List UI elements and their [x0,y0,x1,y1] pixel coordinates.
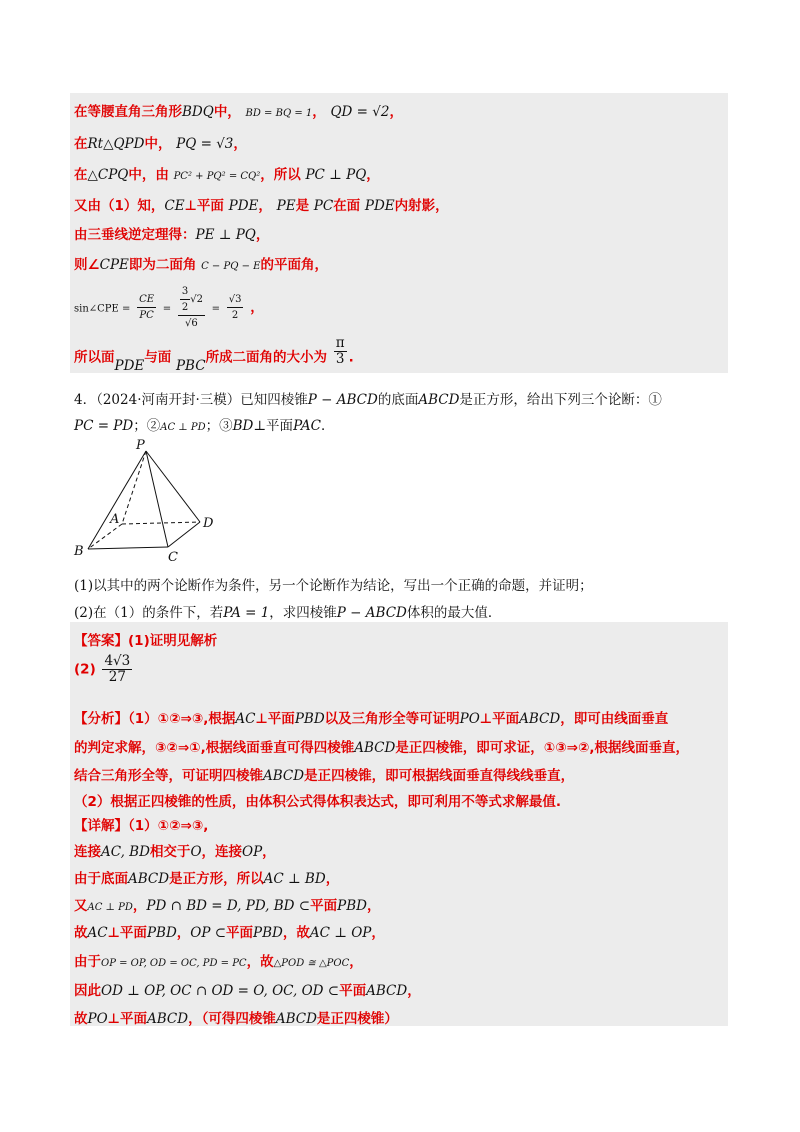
label-P: P [136,438,145,453]
prev-line-6: 则∠CPE即为二面角 C − PQ − E的平面角， [74,257,328,273]
prev-line-1: 在等腰直角三角形BDQ中， BD = BQ = 1， QD = √2， [74,104,403,120]
prev-line-5: 由三垂线逆定理得：PE ⊥ PQ， [74,227,270,243]
prev-line-3: 在△CPQ中，由 PC² + PQ² = CQ²，所以 PC ⊥ PQ， [74,167,380,183]
detail-1: 【详解】（1）①②⇒③, [74,818,209,834]
question-1: (1)以其中的两个论断作为条件，另一个论断作为结论，写出一个正确的命题，并证明； [74,578,593,594]
answer-1: 【答案】(1)证明见解析 [74,633,218,649]
detail-5: 故AC⊥平面PBD，OP ⊂平面PBD，故AC ⊥ OP， [74,925,385,941]
analysis-4: （2）根据正四棱锥的性质，由体积公式得体积表达式，即可利用不等式求解最值. [74,794,562,810]
detail-4: 又AC ⊥ PD，PD ∩ BD = D, PD, BD ⊂平面PBD， [74,898,381,914]
prev-line-4: 又由（1）知，CE⊥平面 PDE， PE是 PC在面 PDE内射影， [74,198,449,214]
detail-3: 由于底面ABCD是正方形，所以AC ⊥ BD， [74,871,340,887]
detail-6: 由于OP = OP, OD = OC, PD = PC，故△POD ≅ △POC， [74,954,363,970]
frac-answer: $\frac{4√3}{27}$ [104,653,131,685]
question-2: (2)在（1）的条件下，若PA = 1，求四棱锥P − ABCD体积的最大值． [74,605,502,621]
prev-line-2: 在Rt△QPD中， PQ = √3， [74,136,247,152]
analysis-1: 【分析】（1）①②⇒③,根据AC⊥平面PBD以及三角形全等可证明PO⊥平面ABCD，即可由线面垂直 [74,711,669,727]
prev-line-8: 所以面PDE与面 PBC所成二面角的大小为 $\frac{\pi}{3}$ . [74,335,354,374]
label-B: B [74,544,84,559]
detail-8: 故PO⊥平面ABCD，（可得四棱锥ABCD是正四棱锥） [74,1011,398,1027]
frac-pi-3: $\frac{\pi}{3}$ [335,335,345,367]
frac-ce-pc: $\frac{CE}{PC}$ [139,294,155,321]
label-C: C [168,550,178,565]
label-A: A [110,512,120,527]
label-D: D [203,516,214,531]
problem-line-2: PC = PD；②AC ⊥ PD；③BD⊥平面PAC． [74,418,335,434]
detail-2: 连接AC, BD相交于O，连接OP， [74,844,276,860]
prev-line-7-sin: sin∠CPE = $\frac{CE}{PC}$ = $\frac{3}{2}$ √2 √6 = $\frac{√3}{2}$ ， [74,286,264,329]
analysis-2: 的判定求解，③②⇒①,根据线面垂直可得四棱锥ABCD是正四棱锥，即可求证，①③⇒②,根据线面垂直， [74,740,690,756]
problem-line-1: 4．（2024·河南开封·三模）已知四棱锥P − ABCD的底面ABCD是正方形，给出下列三个论断：① [74,392,662,408]
frac-sqrt3-2: $\frac{√3}{2}$ [228,294,242,321]
analysis-3: 结合三角形全等，可证明四棱锥ABCD是正四棱锥，即可根据线面垂直得线线垂直， [74,768,575,784]
detail-7: 因此OD ⊥ OP, OC ∩ OD = O, OC, OD ⊂平面ABCD， [74,983,421,999]
pyramid-figure [70,437,230,567]
answer-2: (2) $\frac{4√3}{27}$ [74,653,131,685]
frac-compound: $\frac{3}{2}$ √2 √6 [178,284,205,331]
